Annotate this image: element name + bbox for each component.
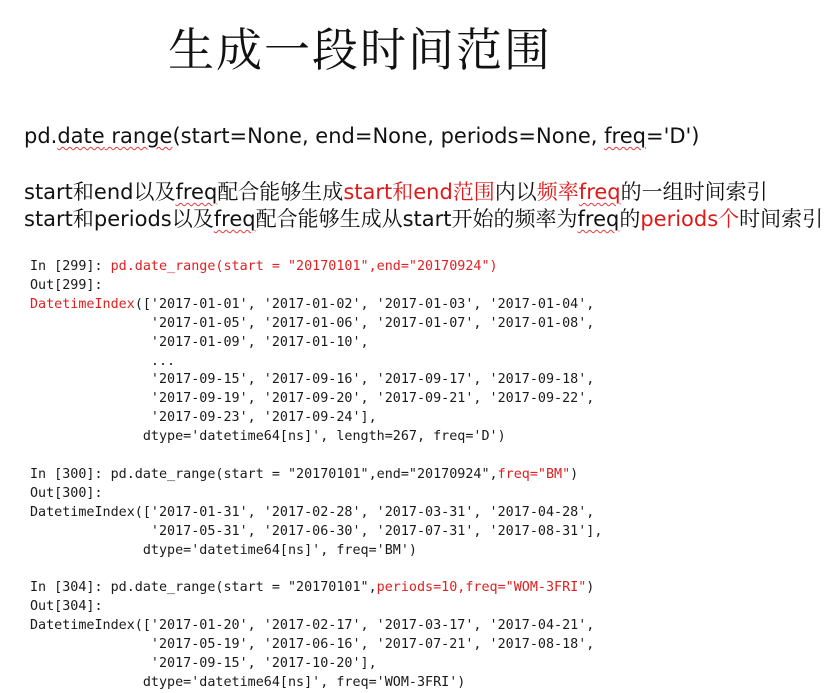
- line-300-3: dtype='datetime64[ns]', freq='BM'): [30, 542, 417, 558]
- line-304-2: '2017-05-19', '2017-06-16', '2017-07-21', '2017-08-18',: [30, 637, 595, 653]
- line-299-6: '2017-09-19', '2017-09-20', '2017-09-21', '2017-09-22',: [30, 391, 595, 407]
- line-299-8: dtype='datetime64[ns]', length=267, freq='D'): [30, 429, 506, 445]
- signature-prefix: pd.: [24, 124, 58, 148]
- command-300-highlight: freq="BM": [497, 466, 571, 482]
- function-signature: [24, 124, 700, 148]
- signature-params: (start=None, end=None, periods=None,: [172, 124, 605, 148]
- signature-freq: freq: [604, 124, 646, 148]
- line-299-7: '2017-09-23', '2017-09-24'],: [30, 410, 377, 426]
- command-304-end: ): [586, 580, 595, 596]
- desc2-freq-2: freq: [577, 207, 620, 231]
- desc2-d: 时间索引: [739, 207, 824, 231]
- command-300: pd.date_range(start = "20170101",end="20170924",: [110, 466, 498, 482]
- desc2-a: start和periods以及: [24, 207, 214, 231]
- line-300-1: DatetimeIndex(['2017-01-31', '2017-02-28', '2017-03-31', '2017-04-28',: [30, 504, 595, 520]
- signature-end: ='D'): [645, 124, 700, 148]
- desc1-highlight-freq: freq: [578, 180, 621, 204]
- desc2-highlight-periods: periods个: [640, 207, 740, 231]
- command-304-highlight: periods=10,freq="WOM-3FRI": [376, 580, 587, 596]
- out-300: Out[300]:: [30, 485, 103, 501]
- line-304-1: DatetimeIndex(['2017-01-20', '2017-02-17', '2017-03-17', '2017-04-21',: [30, 618, 595, 634]
- desc2-freq: freq: [213, 207, 256, 231]
- desc2-b: 配合能够生成从start开始的频率为: [255, 207, 578, 231]
- signature-date: date: [57, 124, 105, 148]
- desc1-b: 配合能够生成: [217, 180, 344, 204]
- line-299-1: (['2017-01-01', '2017-01-02', '2017-01-03', '2017-01-04',: [134, 296, 595, 312]
- desc1-highlight-rate: 频率: [536, 180, 579, 204]
- code-output: [30, 258, 602, 693]
- line-300-2: '2017-05-31', '2017-06-30', '2017-07-31', '2017-08-31'],: [30, 523, 603, 539]
- desc1-a: start和end以及: [24, 180, 176, 204]
- line-304-4: dtype='datetime64[ns]', freq='WOM-3FRI'): [30, 674, 466, 690]
- command-304: pd.date_range(start = "20170101",: [110, 580, 377, 596]
- command-299: pd.date_range(start = "20170101",end="20170924"): [110, 259, 498, 274]
- desc1-c: 内以: [494, 180, 537, 204]
- prompt-299: In [299]:: [30, 259, 111, 274]
- desc1-freq: freq: [175, 180, 218, 204]
- line-304-3: '2017-09-15', '2017-10-20'],: [30, 656, 377, 672]
- line-299-3: '2017-01-09', '2017-01-10',: [30, 334, 369, 350]
- desc1-d: 的一组时间索引: [620, 180, 768, 204]
- desc2-c: 的: [619, 207, 641, 231]
- line-299-4: ...: [30, 353, 176, 369]
- prompt-300: In [300]:: [30, 466, 111, 482]
- out-304: Out[304]:: [30, 599, 103, 615]
- prompt-304: In [304]:: [30, 580, 111, 596]
- description-line-1: [24, 176, 768, 206]
- description-line-2: [24, 203, 823, 233]
- page-title: 生成一段时间范围: [168, 23, 552, 77]
- datetimeindex-299: DatetimeIndex: [30, 296, 135, 312]
- signature-range: range: [111, 124, 173, 148]
- line-299-5: '2017-09-15', '2017-09-16', '2017-09-17', '2017-09-18',: [30, 372, 595, 388]
- command-300-end: ): [570, 466, 579, 482]
- line-299-2: '2017-01-05', '2017-01-06', '2017-01-07', '2017-01-08',: [30, 315, 595, 331]
- out-299: Out[299]:: [30, 277, 103, 293]
- desc1-highlight-range: start和end范围: [343, 180, 495, 204]
